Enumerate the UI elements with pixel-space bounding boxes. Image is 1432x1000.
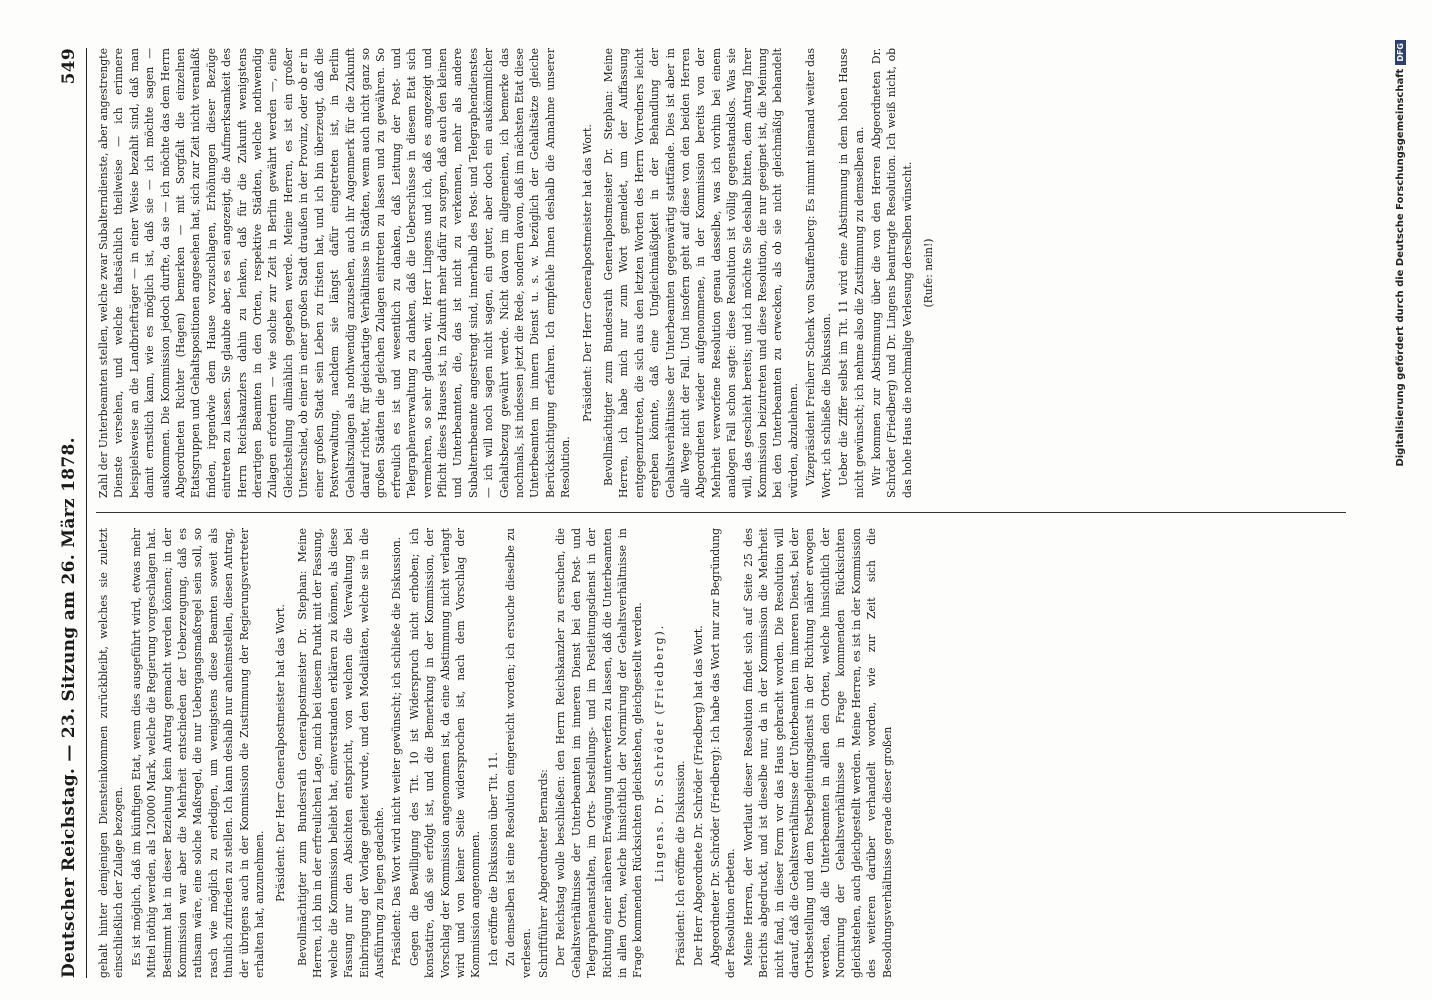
paragraph: Präsident: Ich eröffne die Diskussion. bbox=[674, 760, 688, 966]
speaker-heading: Präsident: Der Herr Generalpostmeister hat das Wort. bbox=[274, 604, 288, 902]
paragraph: Der Herr Abgeordnete Dr. Schröder (Friedberg) hat das Wort. bbox=[691, 625, 705, 966]
speaker-heading: Schriftführer Abgeordneter Bernards: bbox=[536, 769, 550, 978]
page-number: 549 bbox=[59, 48, 79, 85]
paragraph: Es ist möglich, daß im künftigen Etat, wenn dies ausgeführt wird, etwas mehr Mittel nöthig werden, als 120000 Mark, welche die Regierung vorgeschlagen hat. Bestimmt hat in dieser Beziehung kein Antrag gemacht werden können; in der Kommission war aber die Mehrheit entschieden der Ueberzeugung, daß es rathsam wäre, eine solche Maßregel, die nur Uebergangsmaßregel sein soll, so rasch wie möglich zu erledigen, um wenigstens diese Beamten soweit als thunlich zufrieden zu stellen. Ich kann deshalb nur anheimstellen, diesen Antrag, der übrigens auch in der Kommission die Zustimmung der Regierungsvertreter erhalten hat, anzunehmen. bbox=[129, 528, 267, 978]
paragraph: Wir kommen zur Abstimmung über die von den Herren Abgeordneten Dr. Schröder (Friedberg) und Dr. Lingens beantragte Resolution. Ich weiß nicht, ob das hohe Haus die nochmalige Verlesung derselben wünscht. bbox=[869, 48, 914, 498]
resolution-text: Der Reichstag wolle beschließen: den Herrn Reichskanzler zu ersuchen, die Gehaltsverhältnisse der Unterbeamten im inneren Dienst bei den Post- und Telegraphenanstalten, im Orts- bestellungs- und im Postleitungsdienst in der Richtung einer näheren Erwägung unterwerfen zu lassen, daß die Unterbeamten in allen Orten, welche hinsichtlich der Normirung der Gehaltsverhältnisse in Frage kommenden Rücksichten gleichstehen, gleichgestellt werden. bbox=[554, 528, 645, 978]
paragraph: Bevollmächtigter zum Bundesrath Generalpostmeister Dr. Stephan: Meine Herren, ich habe mich nur zum Wort gemeldet, um der Auffassung entgegenzutreten, die sich aus den letzten Worten des Herrn Vorredners leicht ergeben könnte, daß eine Ungleichmäßigkeit in der Behandlung der Gehaltsverhältnisse der Unterbeamten gegenwärtig stattfände. Dies ist aber in alle Wege nicht der Fall. Und insofern geht auf diese von den beiden Herren Abgeordneten wieder aufgenommene, in der Kommission bereits von der Mehrheit verworfene Resolution genau dasselbe, was ich vorhin bei einem analogen Fall schon sagte: diese Resolution ist völlig gegenstandslos. Was sie will, das geschieht bereits; und ich möchte Sie deshalb bitten, dem Antrag Ihrer Kommission beizutreten und diese Resolution, die nur geeignet ist, die Meinung bei den Unterbeamten zu erwecken, als ob sie nicht gleichmäßig behandelt würden, abzulehnen. bbox=[602, 48, 800, 498]
paragraph: Vizepräsident Freiherr Schenk von Stauffenberg: Es nimmt niemand weiter das Wort; ich schließe die Diskussion. bbox=[804, 48, 833, 498]
paragraph: Meine Herren, der Wortlaut dieser Resolution findet sich auf Seite 25 des Berichts abgedruckt, und ist dieselbe nur, da in der Kommission die Mehrheit nicht fand, in dieser Form vor das Haus gebracht worden. Die Resolution will darauf, daß die Gehaltsverhältnisse der Unterbeamten im inneren Dienst, bei der Ortsbestellung und dem Postbegleitungsdienst in der Richtung näher erwogen werden, daß die Unterbeamten in allen den Orten, welche hinsichtlich der Normirung der Gehaltsverhältnisse in Frage kommenden Rücksichten gleichstehen, auch gleichgestellt werden. Meine Herren, es ist in der Kommission des weiteren darüber verhandelt worden, wie zur Zeit sich die Besoldungsverhältnisse gerade dieser großen bbox=[741, 528, 894, 978]
paragraph: Ueber die Ziffer selbst im Tit. 11 wird eine Abstimmung in dem hohen Hause nicht gewünscht; ich nehme also die Zustimmung zu demselben an. bbox=[837, 48, 866, 498]
paragraph: Abgeordneter Dr. Schröder (Friedberg): Ich habe das Wort nur zur Begründung der Resolution erbeten. bbox=[709, 528, 738, 978]
column-divider bbox=[96, 512, 1346, 513]
paragraph: Präsident: Das Wort wird nicht weiter gewünscht; ich schließe die Diskussion. bbox=[390, 536, 404, 966]
running-header bbox=[52, 48, 87, 978]
paragraph: Gegen die Bewilligung des Tit. 10 ist Widerspruch nicht erhoben; ich konstatire, daß sie erfolgt ist, und die Bemerkung in der Kommission, der Vorschlag der Kommission angenommen ist, da eine Abstimmung nicht verlangt wird und von keiner Seite widersprochen ist, nach dem Vorschlag der Kommission angenommen. bbox=[407, 528, 483, 978]
paragraph: Zahl der Unterbeamten stellen, welche zwar Subalterndienste, aber angestrengte Dienste versehen, und welche thatsächlich theilweise — ich erinnere beispielsweise an die Landbriefträger — in einer Weise bezahlt sind, daß man damit ernstlich kann, wie es möglich ist, daß sie — ich möchte sagen — auskommen. Die Kommission jedoch durfte, da sie — ich möchte das dem Herrn Abgeordneten Richter (Hagen) bemerken — mit Sorgfalt die einzelnen Etatsgruppen und Gehaltspositionen angesehen hat, sich zur Zeit nicht veranlaßt finden, irgendwie dem Hause vorzuschlagen, Erhöhungen dieser Bezüge eintreten zu lassen. Sie glaubte aber, es sei angezeigt, die Aufmerksamkeit des Herrn Reichskanzlers dahin zu lenken, daß für die Zukunft wenigstens derartigen Beamten in den Orten, respektive Städten, welche nothwendig Zulagen erfordern — wie solche zur Zeit in Berlin gewährt werden —, eine Gleichstellung allmählich gegeben werde. Meine Herren, es ist ein großer Unterschied, ob einer in einer großen Stadt draußen in der Provinz, oder ob er in einer großen Stadt sein Leben zu fristen hat, und ich bin überzeugt, daß die Postverwaltung, nachdem sie längst dafür eingetreten ist, in Berlin Gehaltszulagen als nothwendig anzusehen, auch ihr Augenmerk für die Zukunft darauf richtet, für gleichartige Verhältnisse in Städten, wenn auch nicht ganz so großen Städten die gleichen Zulagen eintreten zu lassen und zu gewähren. So erfreulich es ist und wesentlich zu danken, daß Leitung der Post- und Telegraphenverwaltung zu danken, daß die Ueberschüsse in diesem Etat sich vermehren, so sehr glauben wir, Herr Lingens und ich, daß es angezeigt und Pflicht dieses Hauses ist, in Zukunft mehr dafür zu sorgen, daß auch den kleinen und Unterbeamten, die, das ist nicht zu verkennen, mehr als andere Subalternbeamte angestrengt sind, innerhalb des Post- und Telegraphendienstes — ich will noch sagen nicht sagen, ein guter, aber doch ein auskömmlicher Gehaltsbezug gewährt werde. Nicht davon im allgemeinen, ich bemerke das nochmals, ist indessen jetzt die Rede, sondern davon, daß im nächsten Etat diese Unterbeamten im innern Dienst u. s. w. bezüglich der Gehaltsätze gleiche Berücksichtigung erfahren. Ich empfehle Ihnen deshalb die Annahme unserer Resolution. bbox=[97, 48, 573, 498]
header-title: Deutscher Reichstag. — 23. Sitzung am 26. März 1878. bbox=[59, 437, 79, 978]
credit-text: Digitalisierung gefördert durch die Deutsche Forschungsgemeinschaft bbox=[1395, 68, 1406, 467]
paragraph: Bevollmächtigter zum Bundesrath Generalpostmeister Dr. Stephan: Meine Herren, ich bin in der erfreulichen Lage, mich bei diesem Punkt mit der Fassung, welche die Kommission beliebt hat, einverstanden erklären zu können, als diese Fassung nur den Absichten entspricht, von welchen die Verwaltung bei Einbringung der Vorlage geleitet wurde, und den Modalitäten, welche sie in die Ausführung zu legen gedachte. bbox=[295, 528, 386, 978]
left-column bbox=[96, 528, 897, 978]
paragraph: Ich eröffne die Diskussion über Tit. 11. bbox=[486, 752, 500, 966]
paragraph: gehalt hinter demjenigen Diensteinkommen zurückbleibt, welches sie zuletzt einschließlich der Zulage bezogen. bbox=[97, 528, 126, 978]
speaker-heading: Präsident: Der Herr Generalpostmeister hat das Wort. bbox=[580, 124, 594, 422]
dfg-logo: DFG bbox=[1395, 40, 1406, 65]
right-column bbox=[96, 48, 943, 498]
interjection: (Rufe: nein!) bbox=[922, 238, 936, 308]
digitization-credit bbox=[1395, 0, 1425, 1000]
page-body bbox=[52, 48, 1392, 978]
signatories: Lingens. Dr. Schröder (Friedberg). bbox=[652, 623, 666, 883]
paragraph: Zu demselben ist eine Resolution eingereicht worden; ich ersuche dieselbe zu verlesen. bbox=[504, 528, 533, 978]
